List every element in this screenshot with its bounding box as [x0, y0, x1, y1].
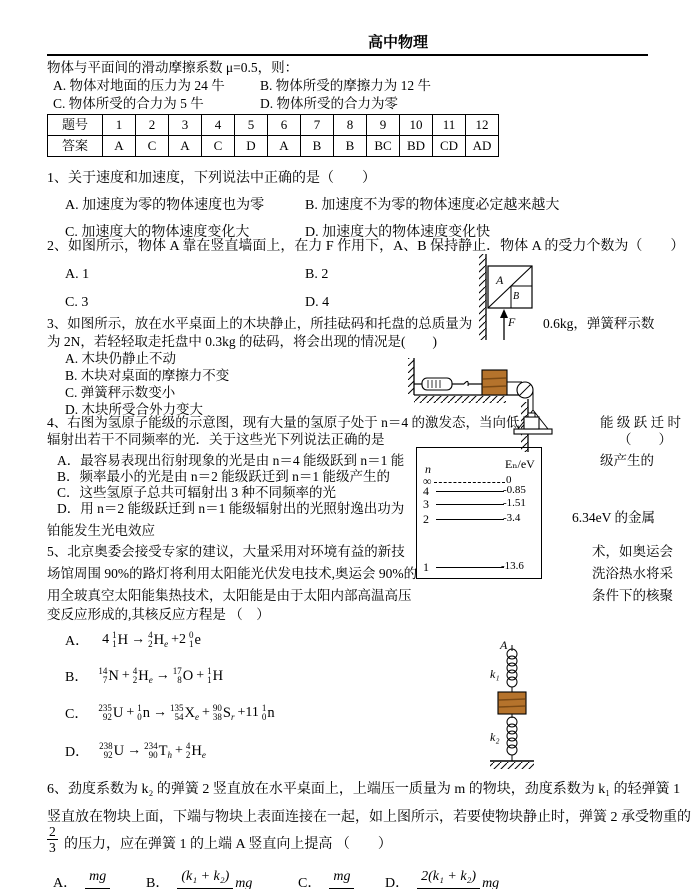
q5-option-c: [65, 703, 275, 723]
answer-cell: A: [103, 136, 136, 157]
q4-option-a: A．最容易表现出衍射现象的光是由 n＝4 能级跃到 n＝1 能: [57, 453, 405, 468]
wall-hatching: [479, 254, 486, 340]
q3-option-d: D. 木块所受合外力变大: [65, 402, 203, 417]
q5-line4: 变反应形成的,其核反应方程是 （ ）: [47, 607, 270, 622]
answer-cell: 2: [136, 115, 169, 136]
intro-option-d: D. 物体所受的合力为零: [260, 96, 398, 111]
answer-cell: 9: [367, 115, 400, 136]
option-label: A．: [53, 876, 78, 889]
answer-cell: BC: [367, 136, 400, 157]
answer-cell: 4: [202, 115, 235, 136]
level-n-label: ∞: [423, 474, 432, 488]
left-wall-hatching: [408, 358, 414, 395]
q1-option-d: D. 加速度大的物体速度变化快: [305, 225, 491, 240]
answer-cell: 8: [334, 115, 367, 136]
answer-cell: A: [169, 136, 202, 157]
option-label: D．: [385, 876, 410, 889]
intro-line: 物体与平面间的滑动摩擦系数 μ=0.5，则：: [47, 60, 299, 75]
answer-cell: 5: [235, 115, 268, 136]
q4-option-a-right: 级产生的: [600, 453, 654, 468]
answer-cell: 7: [301, 115, 334, 136]
option-label: B．: [65, 670, 89, 685]
q3-stem-line2: 为 2N，若轻轻取走托盘中 0.3kg 的砝码，将会出现的情况是( ): [47, 334, 437, 349]
option-label: C．: [65, 707, 89, 722]
answer-cell: 6: [268, 115, 301, 136]
q5-line2: 场馆周围 90%的路灯将利用太阳能光伏发电技术,奥运会 90%的: [47, 566, 418, 581]
force-arrow-head: [500, 309, 508, 318]
nuclear-equation: 14 7 N + 4 2 H e → 17 8 O + 1 1 H: [98, 666, 224, 685]
mass-block: [498, 692, 526, 714]
q4-option-d-right: 6.34eV 的金属: [572, 510, 655, 525]
q6-line3: 的压力，应在弹簧 1 的上端 A 竖直向上提高 （ ）: [64, 837, 392, 852]
q1-stem: 1、关于速度和加速度，下列说法中正确的是（ ）: [47, 171, 376, 186]
level-e-value: -13.6: [501, 560, 524, 572]
answer-cell: 10: [400, 115, 433, 136]
answer-cell: BD: [400, 136, 433, 157]
level-n-label: 3: [423, 497, 429, 511]
option-label: A．: [65, 634, 90, 649]
q5-line3: 用全玻真空太阳能集热技术，太阳能是由于太阳内部高温高压: [47, 588, 412, 603]
q6-option-d: [385, 868, 499, 889]
q5-option-b: [65, 666, 223, 686]
answer-cell: AD: [466, 136, 499, 157]
q5-line1-right: 术，如奥运会: [592, 544, 673, 559]
spring-scale-body: [422, 378, 452, 390]
q3-stem-line1: 3、如图所示，放在水平桌面上的木块静止，所挂砝码和托盘的总质量为: [47, 316, 473, 331]
diagonal-line: [488, 266, 532, 308]
option-suffix: mg: [482, 876, 500, 889]
intro-options-cd: [53, 96, 398, 112]
answer-cell: 1: [103, 115, 136, 136]
answer-cell: 12: [466, 115, 499, 136]
q4-option-d-cont: 铂能发生光电效应: [47, 523, 155, 538]
level-n-label: 1: [423, 560, 429, 574]
nuclear-equation: 238 92 U → 234 90 T h + 4 2 H e: [99, 741, 206, 760]
level-e-value: 0: [506, 474, 512, 486]
q2-options-ab: [65, 266, 328, 283]
answer-cell: 3: [169, 115, 202, 136]
block-grain: [483, 378, 506, 379]
q5-line1: 5、北京奥委会接受专家的建议，大量采用对环境有益的新技: [47, 544, 405, 559]
q3-option-a: A. 木块仍静止不动: [65, 351, 176, 366]
q6-option-a: [53, 868, 112, 889]
fraction-numerator: 2: [49, 824, 56, 839]
q6-line2: 竖直放在物块上面，下端与物块上表面连接在一起，如上图所示，若要使物块静止时，弹簧 2 承受物重的: [47, 810, 691, 825]
q2-wall-block-figure: [478, 252, 540, 344]
answer-cell: C: [136, 136, 169, 157]
spring2-coil: [507, 745, 517, 755]
q2-options-cd: [65, 294, 329, 311]
table-top-hatching: [414, 396, 506, 403]
q6-figure-label-k2: k₂: [490, 730, 500, 744]
q1-options-ab: [65, 197, 559, 214]
q6-springs-block-figure: [486, 637, 538, 771]
answer-table: [47, 114, 499, 157]
q6-figure-label-k1: k₁: [490, 667, 500, 681]
q2-figure-label-b: B: [513, 291, 520, 302]
weight: [524, 417, 539, 429]
block-grain: [499, 706, 525, 707]
q4-option-d: D．用 n＝2 能级跃迁到 n＝1 能级辐射出的光照射逸出功为: [57, 501, 405, 516]
ground-hatching: [490, 762, 534, 769]
q5-line2-right: 洗浴热水将采: [592, 566, 673, 581]
q6-option-b: [146, 868, 252, 889]
q3-option-b: B. 木块对桌面的摩擦力不变: [65, 368, 230, 383]
level-e-value: -1.51: [503, 497, 526, 509]
level-line-2: [436, 519, 504, 520]
diagram-n-header: n: [425, 462, 431, 476]
q6-figure-label-a: A: [500, 638, 508, 652]
q2-option-d: D. 4: [305, 295, 330, 310]
q5-option-d: [65, 741, 206, 761]
q1-option-c: C. 加速度大的物体速度变化大: [65, 225, 250, 240]
q4-option-b: B．频率最小的光是由 n＝2 能级跃迁到 n＝1 能级产生的: [57, 469, 391, 484]
intro-options-ab: [53, 78, 431, 94]
q5-option-a: [65, 630, 201, 650]
q2-option-c: C. 3: [65, 295, 89, 310]
q2-option-b: B. 2: [305, 267, 329, 282]
q1-option-b: B. 加速度不为零的物体速度必定越来越大: [305, 198, 560, 213]
q1-option-a: A. 加速度为零的物体速度也为零: [65, 198, 265, 213]
option-fraction-numerator: mg: [329, 868, 354, 889]
intro-option-a: A. 物体对地面的压力为 24 牛: [53, 78, 225, 93]
nuclear-equation: 4 1 1 H → 4 2 H e +2 0 1 e: [102, 630, 201, 649]
option-label: D．: [65, 745, 90, 760]
answer-table-header: 题号: [48, 115, 103, 136]
option-label: B．: [146, 876, 170, 889]
q4-line1-right: 能 级 跃 迁 时: [600, 415, 681, 430]
q4-option-c: C．这些氢原子总共可辐射出 3 种不同频率的光: [57, 485, 337, 500]
q2-stem: 2、如图所示，物体 A 靠在竖直墙面上，在力 F 作用下，A、B 保持静止．物体 A 的受力个数为（ ）: [47, 239, 685, 254]
energy-level-diagram: [416, 447, 542, 579]
weight-knob: [528, 413, 535, 417]
q6-fraction-two-thirds: [47, 824, 58, 855]
option-fraction-numerator: 2(k₁ + k₂): [417, 868, 480, 889]
level-line-1: [436, 567, 504, 568]
level-e-value: -0.85: [503, 484, 526, 496]
answer-cell: 11: [433, 115, 466, 136]
fraction-denominator: 3: [49, 840, 56, 855]
header-rule: [47, 54, 648, 56]
q6-option-c: [298, 868, 356, 889]
wood-block: [482, 370, 507, 395]
answer-cell: B: [301, 136, 334, 157]
level-line-infinity: [434, 482, 505, 483]
q3-option-c: C. 弹簧秤示数变小: [65, 385, 176, 400]
answer-table-header: 答案: [48, 136, 103, 157]
intro-option-c: C. 物体所受的合力为 5 牛: [53, 96, 204, 111]
q6-line1: 6、劲度系数为 k₂ 的弹簧 2 竖直放在水平桌面上，上端压一质量为 m 的物块，劲度系数为 k₁ 的轻弹簧 1: [47, 782, 681, 797]
block-grain: [483, 386, 506, 387]
q2-figure-label-f: F: [508, 315, 516, 329]
q2-figure-label-a: A: [496, 273, 504, 287]
level-line-4: [436, 491, 504, 492]
q5-line3-right: 条件下的核聚: [592, 588, 673, 603]
option-suffix: mg: [235, 876, 253, 889]
answer-cell: D: [235, 136, 268, 157]
q4-line1: 4、右图为氢原子能级的示意图，现有大量的氢原子处于 n＝4 的激发态，当向低: [47, 415, 520, 430]
option-fraction-numerator: (k₁ + k₂): [177, 868, 233, 889]
level-line-3: [436, 504, 504, 505]
block-grain: [499, 699, 525, 700]
answer-cell: A: [268, 136, 301, 157]
level-n-label: 4: [423, 484, 429, 498]
level-n-label: 2: [423, 512, 429, 526]
answer-cell: C: [202, 136, 235, 157]
answer-cell: CD: [433, 136, 466, 157]
q2-option-a: A. 1: [65, 267, 90, 282]
q4-line2-right: （ ）: [618, 432, 672, 447]
intro-option-b: B. 物体所受的摩擦力为 12 牛: [260, 78, 432, 93]
nuclear-equation: 235 92 U + 1 0 n → 135 54 X e + 90 38 S r +11 1 0 n: [98, 703, 275, 722]
q3-stem-line1-right: 0.6kg，弹簧秤示数: [543, 316, 655, 331]
q4-line2: 辐射出若干不同频率的光．关于这些光下列说法正确的是: [47, 432, 385, 447]
hook-curve: [464, 381, 468, 386]
option-label: C．: [298, 876, 322, 889]
level-e-value: -3.4: [503, 512, 521, 524]
spring1-coil: [507, 677, 517, 687]
answer-cell: B: [334, 136, 367, 157]
page-title: 高中物理: [367, 35, 429, 51]
option-fraction-numerator: mg: [85, 868, 110, 889]
diagram-e-header: Eₙ/eV: [505, 457, 535, 471]
